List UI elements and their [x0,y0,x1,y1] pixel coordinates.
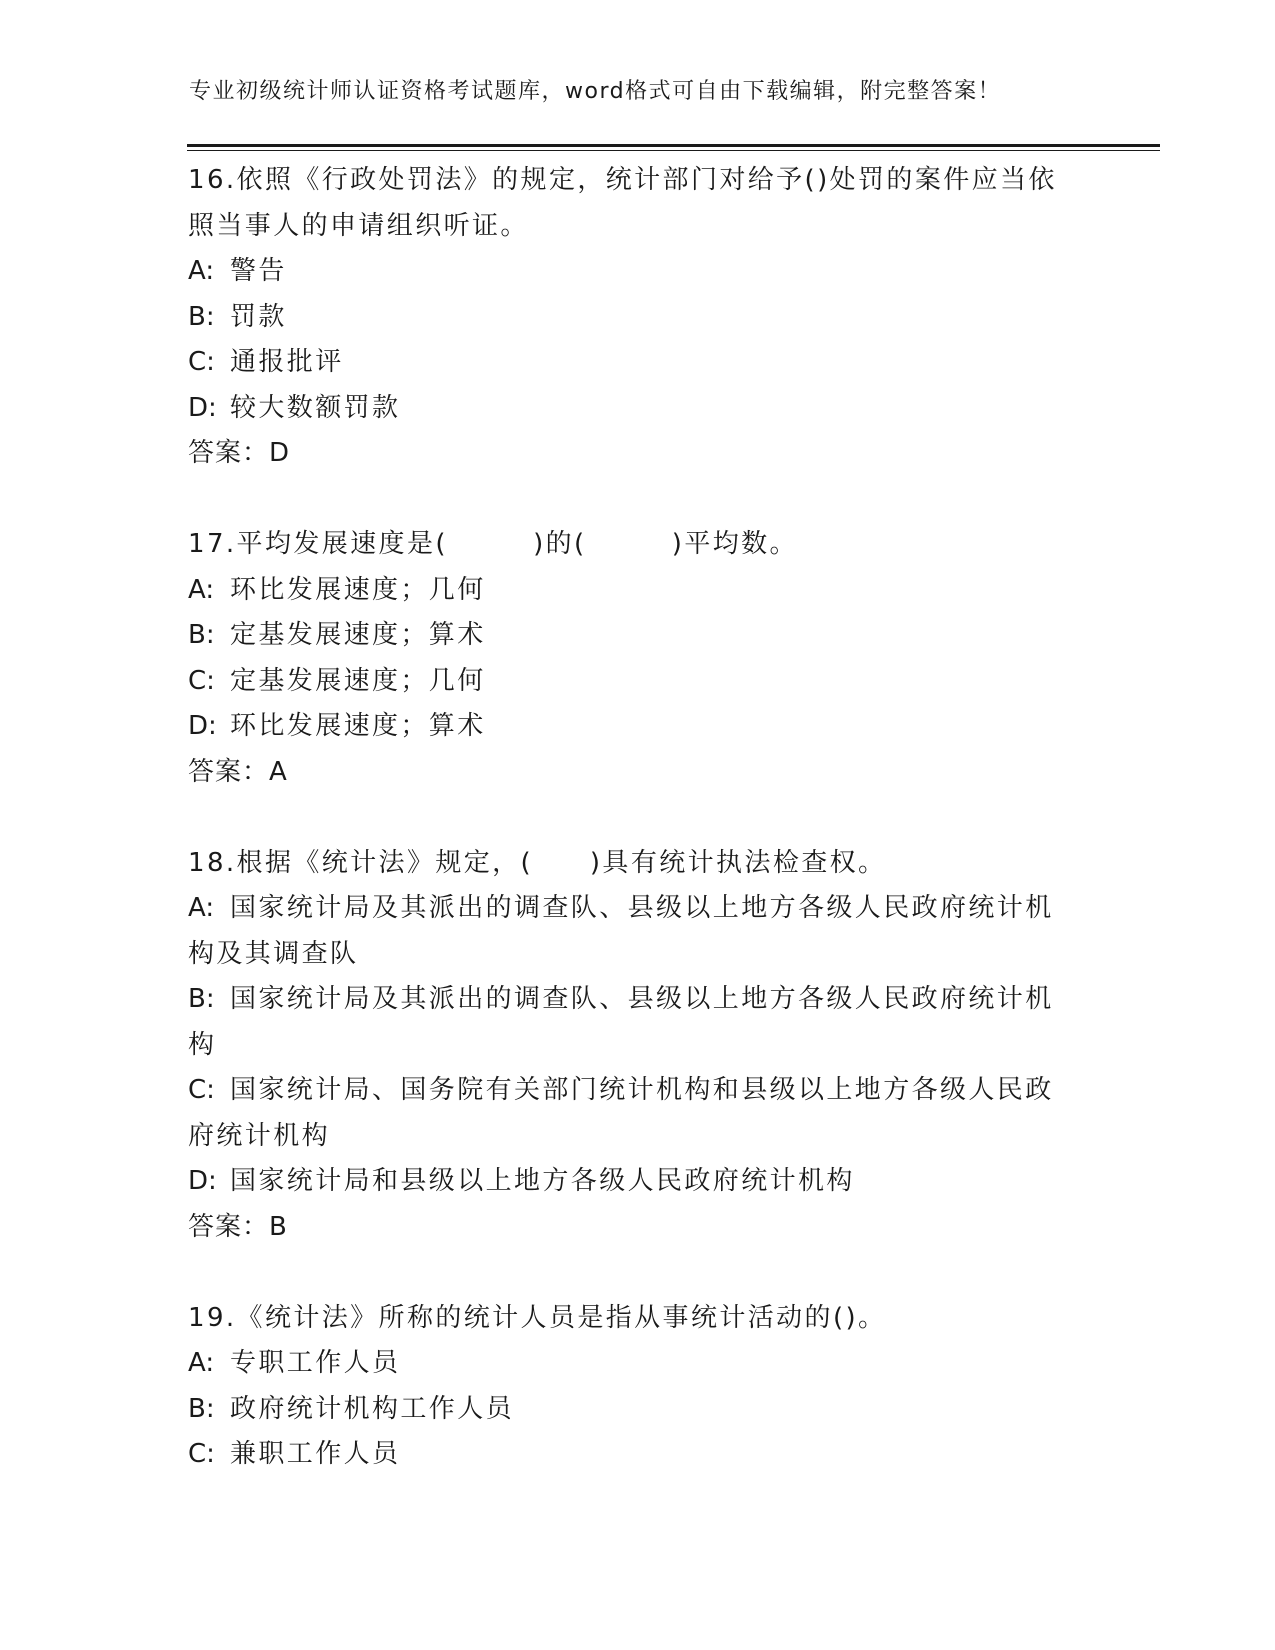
question-18-option-c [188,1068,1088,1114]
page-header: 专业初级统计师认证资格考试题库，word格式可自由下载编辑，附完整答案！ [189,79,1002,104]
question-17 [188,522,1088,795]
question-18-option-c-continued: 府统计机构 [188,1120,331,1151]
option-text: 政府统计机构工作人员 [230,1393,515,1424]
option-key: C: [188,347,215,377]
question-18-answer [188,1205,1088,1251]
question-17-option-c [188,659,1088,705]
question-19 [188,1296,1088,1478]
option-text: 定基发展速度；几何 [230,665,486,696]
answer-value: B [269,1211,288,1242]
option-key: B: [188,301,215,332]
question-18-option-a [188,886,1088,932]
question-16-answer [188,431,1088,477]
option-key: B: [188,984,215,1014]
question-17-answer [188,750,1088,796]
header-divider-thick [187,144,1160,147]
option-text: 通报批评 [230,347,344,377]
answer-value: D [269,438,291,468]
option-key: B: [188,620,215,650]
option-key: C: [188,665,215,696]
option-text: 国家统计局及其派出的调查队、县级以上地方各级人民政府统计机 [230,984,1054,1014]
question-16-option-b [188,295,1088,341]
question-19-option-c [188,1432,1088,1478]
answer-value: A [269,756,288,787]
option-key: C: [188,1439,215,1469]
option-key: D: [188,1166,217,1196]
option-key: A: [188,893,215,923]
question-17-option-a [188,568,1088,614]
option-text: 国家统计局、国务院有关部门统计机构和县级以上地方各级人民政 [230,1075,1054,1105]
option-key: A: [188,574,215,605]
option-key: A: [188,256,215,286]
option-key: D: [188,711,217,741]
question-16-option-c [188,340,1088,386]
question-17-option-b [188,613,1088,659]
question-18-option-b [188,977,1088,1023]
answer-label: 答案： [188,756,270,787]
option-text: 警告 [230,256,287,286]
question-17-stem-line-1: 17.平均发展速度是( )的( )平均数。 [188,529,798,559]
option-text: 国家统计局及其派出的调查队、县级以上地方各级人民政府统计机 [230,893,1054,923]
question-19-option-a [188,1341,1088,1387]
option-key: B: [188,1393,215,1424]
option-text: 较大数额罚款 [230,392,401,423]
question-18-option-d [188,1159,1088,1205]
question-18-option-a-continued: 构及其调查队 [188,938,359,969]
header-divider-thin [187,150,1160,151]
question-19-option-b [188,1387,1088,1433]
question-18-option-b-continued: 构 [188,1029,217,1060]
option-text: 环比发展速度；算术 [230,711,486,741]
question-17-option-d [188,704,1088,750]
option-text: 定基发展速度；算术 [230,620,486,650]
option-key: C: [188,1075,215,1105]
option-text: 罚款 [230,301,287,332]
question-16 [188,158,1088,477]
question-18 [188,841,1088,1251]
option-text: 兼职工作人员 [230,1439,401,1469]
option-text: 环比发展速度；几何 [230,574,486,605]
question-16-option-a [188,249,1088,295]
question-16-stem-line-1: 16.依照《行政处罚法》的规定，统计部门对给予()处罚的案件应当依 [188,165,1057,195]
question-16-stem-line-2: 照当事人的申请组织听证。 [188,210,529,241]
option-key: D: [188,392,217,423]
answer-label: 答案： [188,438,270,468]
question-list [188,158,1088,1478]
answer-label: 答案： [188,1211,270,1242]
question-19-stem-line-1: 19.《统计法》所称的统计人员是指从事统计活动的()。 [188,1302,887,1333]
option-key: A: [188,1348,215,1378]
option-text: 国家统计局和县级以上地方各级人民政府统计机构 [230,1166,855,1196]
question-16-option-d [188,386,1088,432]
option-text: 专职工作人员 [230,1348,401,1378]
question-18-stem-line-1: 18.根据《统计法》规定，( )具有统计执法检查权。 [188,847,887,878]
